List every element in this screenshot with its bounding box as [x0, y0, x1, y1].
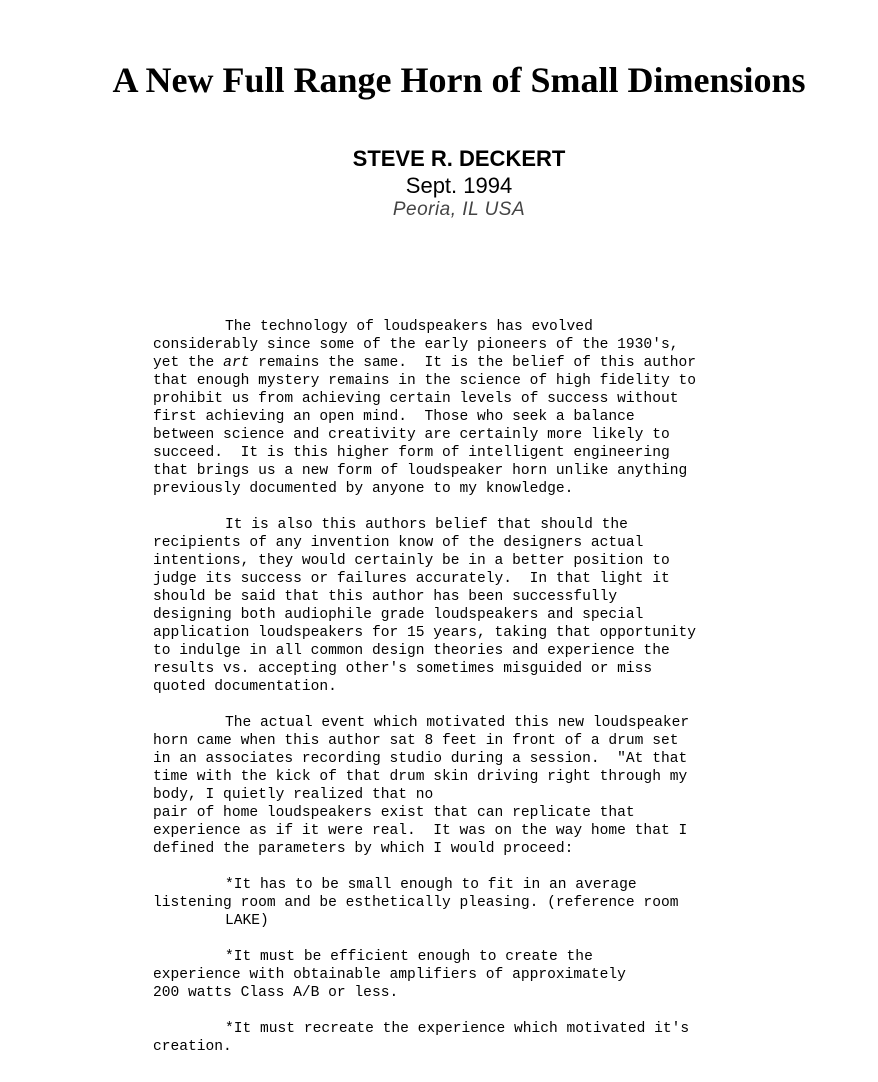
text-line: time with the kick of that drum skin driving right through my — [153, 769, 688, 785]
text-line: *It must recreate the experience which motivated it's — [225, 1021, 690, 1037]
text-line: previously documented by anyone to my knowledge. — [153, 481, 574, 497]
text-line: The technology of loudspeakers has evolved — [225, 319, 593, 335]
text-line: *It must be efficient enough to create the — [225, 949, 593, 965]
text-segment: yet the — [153, 355, 224, 371]
text-line: listening room and be esthetically pleasing. (reference room — [153, 895, 679, 911]
text-line: considerably since some of the early pioneers of the 1930's, — [153, 337, 679, 353]
emphasis-art: art — [223, 355, 250, 371]
text-segment: remains the same. It is the belief of this author — [249, 355, 696, 371]
text-line: LAKE) — [225, 913, 269, 929]
blank-line — [153, 1002, 873, 1020]
text-line: prohibit us from achieving certain levels of success without — [153, 391, 679, 407]
text-line: experience as if it were real. It was on the way home that I — [153, 823, 688, 839]
text-line: first achieving an open mind. Those who seek a balance — [153, 409, 635, 425]
text-line: It is also this authors belief that should the — [225, 517, 628, 533]
text-line: that brings us a new form of loudspeaker horn unlike anything — [153, 463, 688, 479]
publication-date: Sept. 1994 — [405, 173, 513, 198]
text-line: 200 watts Class A/B or less. — [153, 985, 399, 1001]
text-line: between science and creativity are certainly more likely to — [153, 427, 670, 443]
text-line — [153, 354, 873, 372]
text-line: body, I quietly realized that no — [153, 787, 434, 803]
author-name: STEVE R. DECKERT — [352, 146, 566, 171]
text-line: application loudspeakers for 15 years, taking that opportunity — [153, 625, 696, 641]
text-line: intentions, they would certainly be in a better position to — [153, 553, 670, 569]
text-line: recipients of any invention know of the designers actual — [153, 535, 644, 551]
text-line: designing both audiophile grade loudspeakers and special — [153, 607, 644, 623]
text-line: creation. — [153, 1039, 232, 1055]
text-line: judge its success or failures accurately. In that light it — [153, 571, 670, 587]
paragraph-1 — [153, 318, 873, 498]
blank-line — [153, 696, 873, 714]
requirement-1 — [153, 876, 873, 930]
text-line: quoted documentation. — [153, 679, 337, 695]
text-line: in an associates recording studio during a session. "At that — [153, 751, 688, 767]
requirement-2 — [153, 948, 873, 1002]
paragraph-3 — [153, 714, 873, 858]
location: Peoria, IL USA — [392, 199, 526, 220]
paragraph-2 — [153, 516, 873, 696]
text-line: should be said that this author has been successfully — [153, 589, 618, 605]
text-line: pair of home loudspeakers exist that can replicate that — [153, 805, 635, 821]
blank-line — [153, 930, 873, 948]
text-line: to indulge in all common design theories and experience the — [153, 643, 670, 659]
text-line: succeed. It is this higher form of intelligent engineering — [153, 445, 670, 461]
blank-line — [153, 498, 873, 516]
article-body — [153, 318, 873, 1056]
document-title: A New Full Range Horn of Small Dimensions — [112, 60, 806, 100]
text-line: that enough mystery remains in the science of high fidelity to — [153, 373, 696, 389]
blank-line — [153, 858, 873, 876]
text-line: The actual event which motivated this new loudspeaker — [225, 715, 690, 731]
text-line: defined the parameters by which I would proceed: — [153, 841, 574, 857]
text-line: experience with obtainable amplifiers of approximately — [153, 967, 626, 983]
requirement-3 — [153, 1020, 873, 1056]
text-line: *It has to be small enough to fit in an average — [225, 877, 637, 893]
text-line: results vs. accepting other's sometimes misguided or miss — [153, 661, 653, 677]
text-line: horn came when this author sat 8 feet in front of a drum set — [153, 733, 679, 749]
